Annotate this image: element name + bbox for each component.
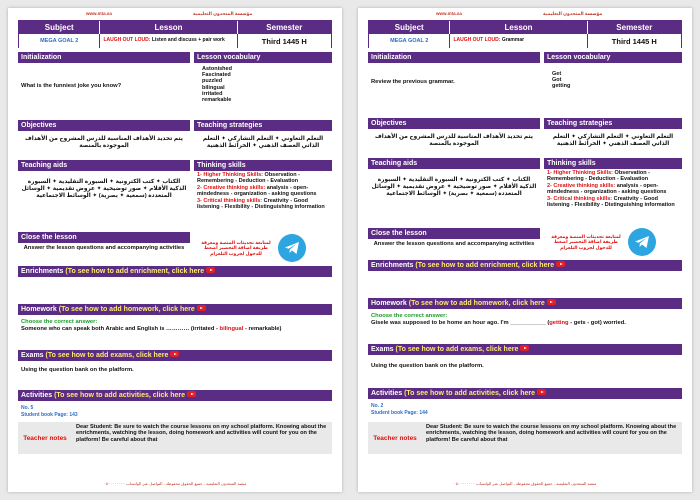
objectives-section xyxy=(18,120,190,158)
lesson-rest: Listen and discuss + pair work xyxy=(151,37,225,44)
exams-text: Using the question bank on the platform. xyxy=(21,367,134,373)
youtube-icon[interactable] xyxy=(206,267,215,273)
telegram-text: لمتابعة تحديثات المنصة ومعرفة طريقة اضافة التحضير اضغط للدخول لجروب التلغرام xyxy=(201,239,271,256)
homework-question-end: - remarkable) xyxy=(243,325,282,332)
vocab-item: Astonished xyxy=(202,66,232,72)
site-url[interactable]: www.mta.sa xyxy=(436,11,462,16)
teaching-aids-text: الكتاب ✦ كتب الكترونية ✦ السبورة التقليدية ✦ السبورة الذكية الأقلام ✦ صور توضيحية ✦ عروض تقديمية ✦ الوسائل المتعددة (سمعية ✦ بصرية) ✦ الوسائط الاجتماعية xyxy=(371,177,537,197)
lesson-value xyxy=(100,34,237,48)
vocabulary-section xyxy=(194,52,332,118)
homework-answer: bilingual xyxy=(219,325,244,332)
youtube-icon[interactable] xyxy=(520,345,529,351)
vocabulary-title: Lesson vocabulary xyxy=(544,52,682,63)
initialization-title: Initialization xyxy=(18,52,190,63)
site-url[interactable]: www.mta.sa xyxy=(86,11,112,16)
activities-page: Student book Page: 143 xyxy=(21,411,78,418)
youtube-icon[interactable] xyxy=(537,389,546,395)
close-lesson-title: Close the lesson xyxy=(18,232,190,243)
lesson-label: Lesson xyxy=(100,21,237,34)
lesson-plan-page-1 xyxy=(8,8,342,492)
vocab-item: getting xyxy=(552,83,571,90)
homework-link[interactable]: (To see how to add homework, click here xyxy=(408,300,545,307)
exams-title: Exams xyxy=(21,352,44,359)
vocabulary-section xyxy=(544,52,682,116)
thinking-skills-section xyxy=(194,160,332,230)
telegram-icon[interactable] xyxy=(278,234,306,262)
strategies-section xyxy=(544,118,682,156)
close-lesson-text: Answer the lesson questions and accompanying activities xyxy=(23,245,185,251)
youtube-icon[interactable] xyxy=(187,391,196,397)
teaching-aids-section xyxy=(368,158,540,226)
homework-link[interactable]: (To see how to add homework, click here xyxy=(58,306,195,313)
objectives-text: يتم تحديد الأهداف المناسبة للدرس المشروح من الأهداف الموجودة بالمنصة xyxy=(375,134,533,147)
lesson-plan-page-2 xyxy=(358,8,692,492)
exams-section xyxy=(18,350,332,386)
thinking-3-label: 3- Critical thinking skills: xyxy=(197,197,263,204)
activities-link[interactable]: (To see how to add activities, click here xyxy=(54,392,186,399)
thinking-skills-section xyxy=(544,158,682,226)
thinking-3-text: Creativity - Good listening - Flexibility - Distinguishing information xyxy=(547,195,675,209)
teaching-aids-text: الكتاب ✦ كتب الكترونية ✦ السبورة التقليدية ✦ السبورة الذكية الأقلام ✦ صور توضيحية ✦ عروض تقديمية ✦ الوسائل المتعددة (سمعية ✦ بصرية) ✦ الوسائط الاجتماعية xyxy=(21,179,187,199)
exams-link[interactable]: (To see how to add exams, click here xyxy=(45,352,169,359)
exams-section xyxy=(368,344,682,384)
objectives-title: Objectives xyxy=(18,120,190,131)
telegram-promo[interactable] xyxy=(198,234,306,262)
homework-question: Gisele was supposed to be home an hour ago. I'm ___________ ( xyxy=(371,319,550,326)
header-table xyxy=(368,20,682,48)
thinking-2-label: 2- Creative thinking skills: xyxy=(197,184,266,191)
strategies-title: Teaching strategies xyxy=(194,120,332,131)
activities-page: Student book Page: 144 xyxy=(371,409,428,416)
subject-label: Subject xyxy=(369,21,450,34)
enrichments-title: Enrichments xyxy=(21,268,64,275)
thinking-skills-title: Thinking skills xyxy=(194,160,332,171)
homework-instruction: Choose the correct answer: xyxy=(21,319,98,325)
initialization-title: Initialization xyxy=(368,52,540,63)
thinking-1-text: Observation - Remembering - Deduction - Evaluation xyxy=(547,170,650,183)
youtube-icon[interactable] xyxy=(197,305,206,311)
brand-name: مؤسسة المتحدون التعليمية xyxy=(543,11,603,16)
enrichments-section xyxy=(18,266,332,302)
activities-link[interactable]: (To see how to add activities, click here xyxy=(404,390,536,397)
lesson-value xyxy=(450,34,587,48)
vocab-item: Fascinated xyxy=(202,72,231,79)
initialization-section xyxy=(368,52,540,116)
semester-label: Semester xyxy=(266,23,303,32)
header-table xyxy=(18,20,332,48)
semester-label: Semester xyxy=(616,23,653,32)
semester-value: Third 1445 H xyxy=(261,36,307,46)
homework-section xyxy=(368,298,682,340)
thinking-2-label: 2- Creative thinking skills: xyxy=(547,182,616,189)
homework-title: Homework xyxy=(21,306,57,313)
telegram-promo[interactable] xyxy=(548,228,656,256)
thinking-1-label: 1- Higher Thinking Skills: xyxy=(197,172,264,178)
vocab-item: irritated xyxy=(202,90,223,97)
close-lesson-text: Answer the lesson questions and accompanying activities xyxy=(373,241,535,247)
homework-question-end: - gets - got) worried. xyxy=(568,319,626,326)
subject-value: MEGA GOAL 2 xyxy=(19,34,100,48)
vocabulary-title: Lesson vocabulary xyxy=(194,52,332,63)
activities-section xyxy=(18,390,332,420)
objectives-title: Objectives xyxy=(368,118,540,129)
homework-question: Someone who can speak both Arabic and English is ………… (irritated - xyxy=(21,325,220,332)
close-lesson-section xyxy=(18,232,190,262)
activities-section xyxy=(368,388,682,420)
page-footer: منصة المتحدون التعليمية - جميع الحقوق محفوظة - التواصل عبر الواتساب ٠٥٠٠٠٠٠٠٠٠ xyxy=(103,481,247,486)
teaching-aids-title: Teaching aids xyxy=(368,158,540,169)
exams-link[interactable]: (To see how to add exams, click here xyxy=(395,346,519,353)
teacher-notes-label: Teacher notes xyxy=(373,434,417,442)
youtube-icon[interactable] xyxy=(170,351,179,357)
activities-number: No. 5 xyxy=(21,405,34,411)
objectives-text: يتم تحديد الأهداف المناسبة للدرس المشروح من الأهداف الموجودة بالمنصة xyxy=(25,136,183,149)
homework-title: Homework xyxy=(371,300,407,307)
youtube-icon[interactable] xyxy=(547,299,556,305)
initialization-text: Review the previous grammar. xyxy=(371,79,455,85)
homework-section xyxy=(18,304,332,346)
homework-instruction: Choose the correct answer: xyxy=(371,313,448,319)
thinking-2-text: analysis - open-mindedness - organization - asking questions xyxy=(197,184,317,198)
exams-text: Using the question bank on the platform. xyxy=(371,363,484,369)
initialization-section xyxy=(18,52,190,118)
enrichments-link[interactable]: (To see how to add enrichment, click here xyxy=(65,268,205,275)
teaching-aids-title: Teaching aids xyxy=(18,160,190,171)
thinking-1-label: 1- Higher Thinking Skills: xyxy=(547,170,614,176)
vocab-item: bilingual xyxy=(202,84,225,91)
exams-title: Exams xyxy=(371,346,394,353)
vocab-item: Got xyxy=(552,77,562,84)
thinking-2-text: analysis - open-mindedness - organization - asking questions xyxy=(547,182,667,196)
strategies-section xyxy=(194,120,332,158)
thinking-skills-title: Thinking skills xyxy=(544,158,682,169)
subject-label: Subject xyxy=(19,21,100,34)
telegram-icon[interactable] xyxy=(628,228,656,256)
teaching-aids-section xyxy=(18,160,190,230)
strategies-text: التعلم التعاوني ✦ التعلم التشاركي ✦ التعلم الذاتي العصف الذهني ✦ الخرائط الذهنية xyxy=(552,134,674,147)
telegram-text: لمتابعة تحديثات المنصة ومعرفة طريقة اضافة التحضير اضغط للدخول لجروب التلغرام xyxy=(551,233,621,250)
activities-number: No. 2 xyxy=(371,403,384,409)
homework-answer: getting xyxy=(549,319,569,326)
lesson-label: Lesson xyxy=(450,21,587,34)
activities-title: Activities xyxy=(21,392,53,399)
lesson-highlight: LAUGH OUT LOUD: xyxy=(453,37,501,44)
teacher-notes-section xyxy=(18,422,332,454)
close-lesson-title: Close the lesson xyxy=(368,228,540,239)
thinking-3-text: Creativity - Good listening - Flexibility - Distinguishing information xyxy=(197,197,325,211)
lesson-highlight: LAUGH OUT LOUD: xyxy=(103,37,151,44)
teacher-notes-text: Dear Student: Be sure to watch the course lessons on my school platform. Knowing about the enrichments, watching the lesson, doing homework and activities will count for you on the platform! Be careful about that xyxy=(76,424,327,443)
vocab-item: remarkable xyxy=(202,97,232,104)
page-footer: منصة المتحدون التعليمية - جميع الحقوق محفوظة - التواصل عبر الواتساب ٠٥٠٠٠٠٠٠٠٠ xyxy=(453,481,597,486)
activities-title: Activities xyxy=(371,390,403,397)
enrichments-title: Enrichments xyxy=(371,262,414,269)
youtube-icon[interactable] xyxy=(556,261,565,267)
enrichments-link[interactable]: (To see how to add enrichment, click here xyxy=(415,262,555,269)
thinking-3-label: 3- Critical thinking skills: xyxy=(547,195,613,202)
brand-name: مؤسسة المتحدون التعليمية xyxy=(193,11,253,16)
lesson-rest: Grammar xyxy=(501,37,525,44)
enrichments-section xyxy=(368,260,682,294)
objectives-section xyxy=(368,118,540,156)
vocab-item: Get xyxy=(552,71,562,77)
strategies-title: Teaching strategies xyxy=(544,118,682,129)
thinking-1-text: Observation - Remembering - Deduction - Evaluation xyxy=(197,172,300,185)
teacher-notes-text: Dear Student: Be sure to watch the course lessons on my school platform. Knowing about the enrichments, watching the lesson, doing homework and activities will count for you on the platform! Be careful about that xyxy=(426,424,677,443)
initialization-text: What is the funniest joke you know? xyxy=(21,83,122,89)
close-lesson-section xyxy=(368,228,540,258)
semester-value: Third 1445 H xyxy=(611,36,657,46)
strategies-text: التعلم التعاوني ✦ التعلم التشاركي ✦ التعلم الذاتي العصف الذهني ✦ الخرائط الذهنية xyxy=(202,136,324,149)
teacher-notes-label: Teacher notes xyxy=(23,434,67,442)
teacher-notes-section xyxy=(368,422,682,454)
subject-value: MEGA GOAL 2 xyxy=(369,34,450,48)
vocab-item: puzzled xyxy=(202,78,223,85)
